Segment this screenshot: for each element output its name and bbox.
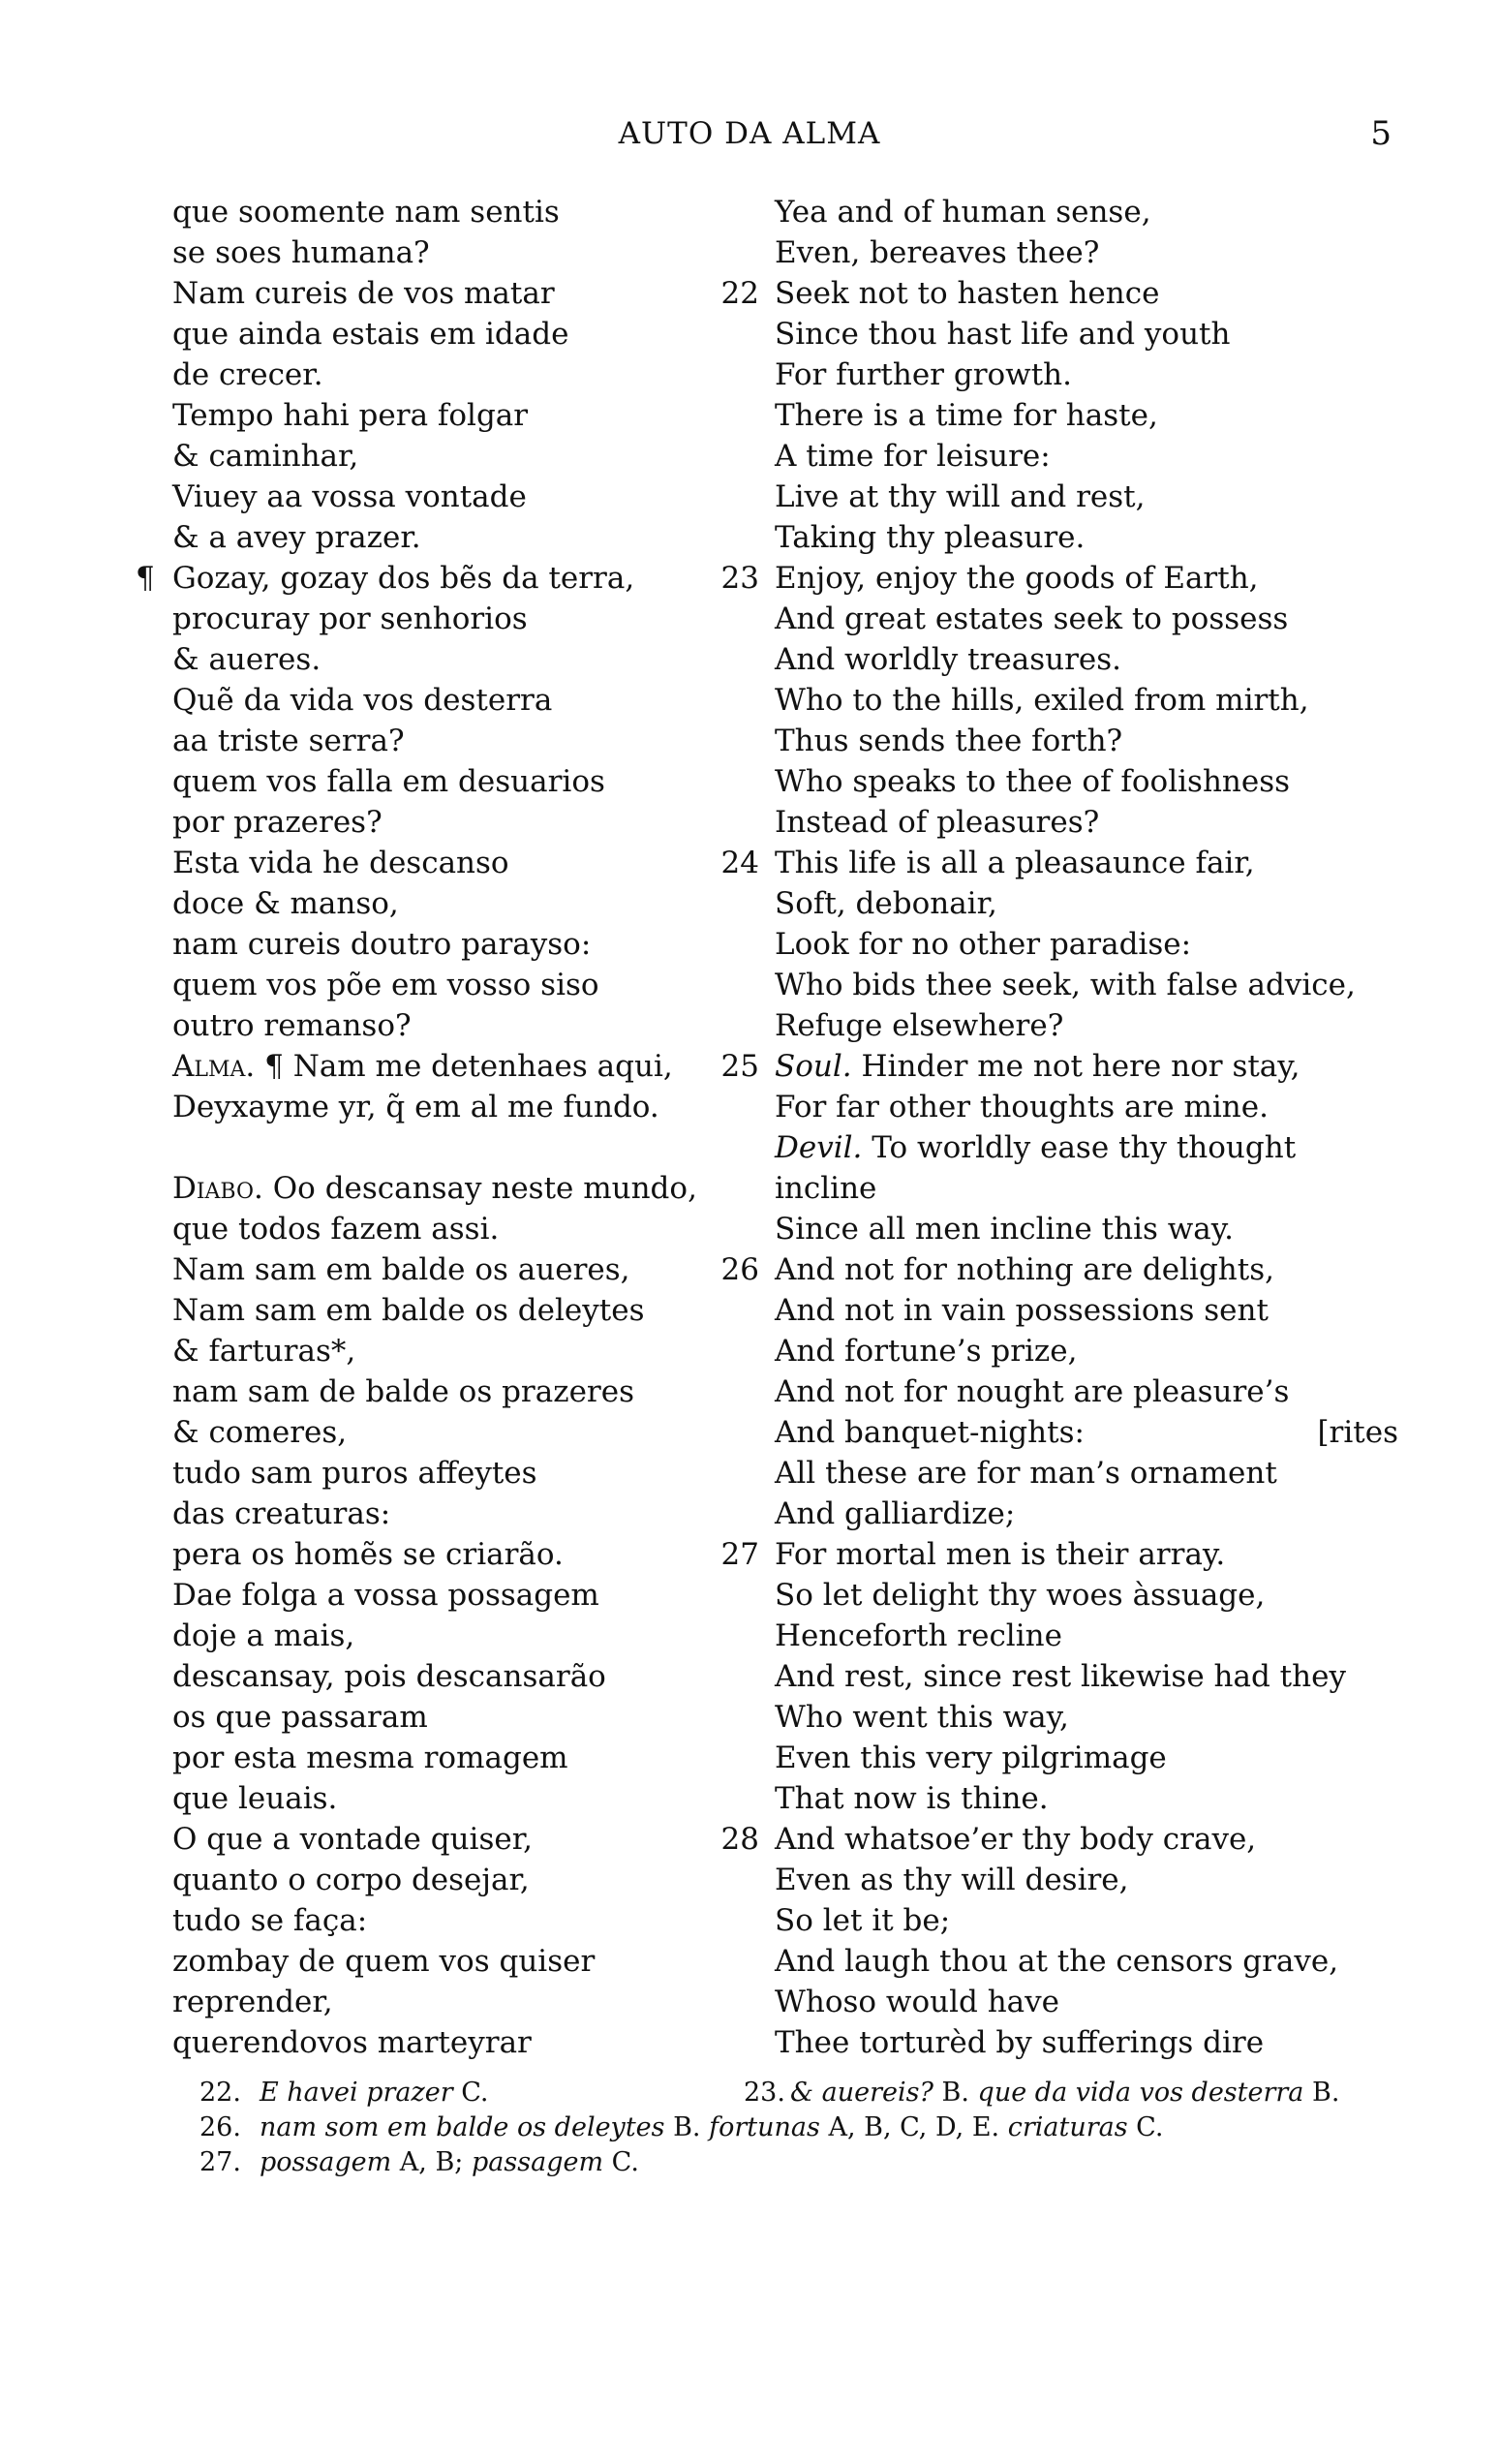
verse-line <box>720 1046 1433 1087</box>
verse-text: quem vos falla em desuarios <box>172 764 605 799</box>
verse-line <box>775 1778 1433 1819</box>
verse-line <box>172 1738 753 1778</box>
verse-line <box>172 1209 753 1249</box>
footnote-second <box>744 2076 1339 2110</box>
verse-line <box>775 1412 1433 1453</box>
verse-line <box>775 192 1433 232</box>
verse-text: And not for nought are pleasure’s <box>775 1374 1290 1409</box>
verse-text: Nam cureis de vos matar <box>172 276 555 311</box>
verse-line <box>172 1453 753 1494</box>
verse-line <box>720 273 1433 314</box>
verse-line <box>775 1982 1433 2022</box>
footnote-row <box>199 2110 1163 2145</box>
verse-line <box>172 761 753 802</box>
manuscript-sigla: B. <box>664 2112 701 2142</box>
verse-text: Nam sam em balde os deleytes <box>172 1293 645 1328</box>
variant-reading: nam som em balde os deleytes <box>260 2112 665 2142</box>
verse-line <box>172 1412 753 1453</box>
verse-text: por prazeres? <box>172 805 382 840</box>
turnover-word: [rites <box>1317 1415 1398 1450</box>
verse-line <box>172 1616 753 1656</box>
verse-line <box>775 232 1433 273</box>
verse-text: Quẽ da vida vos desterra <box>172 683 553 718</box>
verse-text: Enjoy, enjoy the goods of Earth, <box>775 561 1259 596</box>
verse-text: Soft, debonair, <box>775 886 997 921</box>
variant-reading: que da vida vos desterra <box>977 2078 1304 2108</box>
verse-line <box>775 1290 1433 1331</box>
verse-line <box>775 477 1433 517</box>
stanza-number: 22 <box>720 276 759 311</box>
verse-text: Henceforth recline <box>775 1618 1062 1653</box>
footnote-row <box>199 2145 1163 2180</box>
verse-text: Live at thy will and rest, <box>775 479 1146 514</box>
verse-line <box>775 639 1433 680</box>
verse-text: quanto o corpo desejar, <box>172 1863 530 1897</box>
verse-text: & a avey prazer. <box>172 520 421 555</box>
verse-line <box>172 273 753 314</box>
verse-line <box>172 721 753 761</box>
verse-text: de crecer. <box>172 357 323 392</box>
manuscript-sigla: B. <box>1303 2078 1340 2108</box>
manuscript-sigla: A, B, C, D, E. <box>819 2112 1000 2142</box>
verse-line <box>775 1331 1433 1371</box>
verse-line <box>775 1453 1433 1494</box>
verse-line <box>172 436 753 477</box>
verse-text: There is a time for haste, <box>775 398 1158 433</box>
verse-line <box>775 1494 1433 1534</box>
stanza-number: 26 <box>720 1252 759 1287</box>
verse-line <box>172 843 753 883</box>
verse-line <box>775 1860 1433 1900</box>
verse-line <box>775 680 1433 721</box>
verse-text: And fortune’s prize, <box>775 1334 1078 1369</box>
stanza-number: 28 <box>720 1822 759 1857</box>
verse-text: os que passaram <box>172 1700 428 1735</box>
verse-line <box>775 1005 1433 1046</box>
verse-line <box>775 721 1433 761</box>
verse-line <box>172 639 753 680</box>
verse-line <box>172 1290 753 1331</box>
verse-text: & caminhar, <box>172 439 359 474</box>
verse-line <box>775 1168 1433 1209</box>
verse-text: procuray por senhorios <box>172 601 528 636</box>
verse-text: And not in vain possessions sent <box>775 1293 1269 1328</box>
verse-text: And worldly treasures. <box>775 642 1122 677</box>
verse-line <box>720 843 1433 883</box>
verse-line <box>172 1941 753 1982</box>
verse-text: This life is all a pleasaunce fair, <box>775 846 1255 880</box>
verse-text: And not for nothing are delights, <box>775 1252 1274 1287</box>
verse-line <box>775 599 1433 639</box>
verse-text: & farturas*, <box>172 1334 356 1369</box>
verse-text: For far other thoughts are mine. <box>775 1090 1269 1124</box>
verse-text: And rest, since rest likewise had they <box>775 1659 1346 1694</box>
verse-text: O que a vontade quiser, <box>172 1822 533 1857</box>
verse-text: doce & manso, <box>172 886 399 921</box>
stanza-number: 24 <box>720 846 759 880</box>
verse-line <box>775 1697 1433 1738</box>
verse-text: reprender, <box>172 1985 333 2019</box>
verse-line <box>775 395 1433 436</box>
verse-text: Who speaks to thee of foolishness <box>775 764 1291 799</box>
verse-text: aa triste serra? <box>172 724 405 758</box>
verse-text: pera os homẽs se criarão. <box>172 1537 564 1572</box>
variant-reading: fortunas <box>709 2112 820 2142</box>
footnote-number: 23. <box>744 2078 785 2108</box>
verse-line <box>720 1819 1433 1860</box>
verse-text: que soomente nam sentis <box>172 195 560 230</box>
verse-text: & comeres, <box>172 1415 348 1450</box>
verse-text: To worldly ease thy thought <box>862 1130 1297 1165</box>
verse-text: Refuge elsewhere? <box>775 1008 1064 1043</box>
verse-text: quem vos põe em vosso siso <box>172 968 599 1002</box>
verse-line <box>775 1616 1433 1656</box>
footnote-number: 26. <box>199 2112 241 2142</box>
speaker-name: Alma. <box>172 1049 256 1084</box>
verse-line <box>172 1534 753 1575</box>
verse-text: Even as thy will desire, <box>775 1863 1129 1897</box>
verse-line <box>172 1900 753 1941</box>
verse-line <box>172 1046 753 1087</box>
verse-text: que leuais. <box>172 1781 338 1816</box>
verse-line <box>172 395 753 436</box>
verse-text: por esta mesma romagem <box>172 1740 568 1775</box>
verse-line <box>172 1819 753 1860</box>
verse-text: ¶ Nam me detenhaes aqui, <box>255 1049 673 1084</box>
verse-line <box>775 883 1433 924</box>
verse-text: Yea and of human sense, <box>775 195 1151 230</box>
verse-line <box>775 1900 1433 1941</box>
verse-text: Tempo hahi pera folgar <box>172 398 529 433</box>
verse-text: Deyxayme yr, q̃ em al me fundo. <box>172 1090 659 1124</box>
verse-text: incline <box>775 1171 877 1206</box>
verse-line <box>172 1005 753 1046</box>
verse-text: So let it be; <box>775 1903 951 1938</box>
verse-line <box>172 1168 753 1209</box>
verse-text: Viuey aa vossa vontade <box>172 479 527 514</box>
manuscript-sigla: C. <box>452 2078 489 2108</box>
verse-line <box>720 558 1433 599</box>
variant-reading: E havei prazer <box>260 2078 453 2108</box>
verse-text: que ainda estais em idade <box>172 317 569 352</box>
verse-text: Seek not to hasten hence <box>775 276 1160 311</box>
verse-text: tudo se faça: <box>172 1903 368 1938</box>
verse-text: Esta vida he descanso <box>172 846 509 880</box>
verse-text: tudo sam puros affeytes <box>172 1456 537 1491</box>
variant-reading: possagem <box>260 2147 392 2177</box>
speaker-name: Soul. <box>775 1049 852 1084</box>
verse-line <box>172 802 753 843</box>
verse-text: Even this very pilgrimage <box>775 1740 1167 1775</box>
verse-line <box>775 314 1433 354</box>
verse-text: se soes humana? <box>172 235 430 270</box>
verse-text: And galliardize; <box>775 1496 1016 1531</box>
verse-text: nam sam de balde os prazeres <box>172 1374 634 1409</box>
verse-text: Dae folga a vossa possagem <box>172 1578 599 1613</box>
verse-line <box>775 517 1433 558</box>
verse-text: das creaturas: <box>172 1496 391 1531</box>
verse-text: And whatsoe’er thy body crave, <box>775 1822 1257 1857</box>
stanza-gap <box>172 1127 753 1168</box>
footnotes <box>199 2076 1340 2180</box>
verse-line <box>720 1534 1433 1575</box>
verse-line <box>172 517 753 558</box>
verse-text: Thus sends thee forth? <box>775 724 1123 758</box>
verse-line <box>172 232 753 273</box>
verse-line <box>172 354 753 395</box>
stanza-number: 25 <box>720 1049 759 1084</box>
verse-line <box>172 1656 753 1697</box>
verse-text: nam cureis doutro parayso: <box>172 927 592 962</box>
speaker-name: Devil. <box>775 1130 863 1165</box>
verse-line <box>775 1575 1433 1616</box>
stanza-number: 23 <box>720 561 759 596</box>
verse-line <box>720 1249 1433 1290</box>
verse-line <box>172 1331 753 1371</box>
verse-text: Who to the hills, exiled from mirth, <box>775 683 1309 718</box>
stanza-number: 27 <box>720 1537 759 1572</box>
footnote-continuation <box>701 2112 1164 2142</box>
manuscript-sigla: C. <box>603 2147 639 2177</box>
verse-text: For mortal men is their array. <box>775 1537 1226 1572</box>
verse-text: So let delight thy woes àssuage, <box>775 1578 1266 1613</box>
verse-text: descansay, pois descansarão <box>172 1659 606 1694</box>
verse-line <box>172 477 753 517</box>
verse-text: Instead of pleasures? <box>775 805 1100 840</box>
verse-line <box>775 436 1433 477</box>
variant-reading: passagem <box>472 2147 604 2177</box>
verse-line <box>172 1494 753 1534</box>
verse-line <box>172 192 753 232</box>
verse-line <box>172 314 753 354</box>
verse-line <box>172 883 753 924</box>
verse-line <box>775 1941 1433 1982</box>
english-translation-column <box>720 192 1433 2063</box>
verse-line <box>775 802 1433 843</box>
verse-line <box>172 1371 753 1412</box>
variant-reading: & auereis? <box>790 2078 933 2108</box>
verse-text: All these are for man’s ornament <box>775 1456 1277 1491</box>
verse-text: & aueres. <box>172 642 321 677</box>
verse-text: zombay de quem vos quiser <box>172 1944 596 1979</box>
verse-text: Who bids thee seek, with false advice, <box>775 968 1356 1002</box>
verse-line <box>136 558 753 599</box>
manuscript-sigla: B. <box>933 2078 969 2108</box>
verse-line <box>775 1209 1433 1249</box>
verse-text: querendovos marteyrar <box>172 2025 532 2060</box>
pilcrow-mark: ¶ <box>136 561 155 596</box>
verse-text: Gozay, gozay dos bẽs da terra, <box>172 561 635 596</box>
verse-text: Oo descansay neste mundo, <box>262 1171 697 1206</box>
verse-text: For further growth. <box>775 357 1072 392</box>
verse-text: Even, bereaves thee? <box>775 235 1100 270</box>
running-title: AUTO DA ALMA <box>618 116 881 151</box>
verse-text: Hinder me not here nor stay, <box>851 1049 1300 1084</box>
verse-line <box>172 680 753 721</box>
manuscript-sigla: C. <box>1127 2112 1164 2142</box>
verse-line <box>172 1860 753 1900</box>
verse-line <box>775 965 1433 1005</box>
verse-text: Taking thy pleasure. <box>775 520 1086 555</box>
verse-line <box>775 1127 1433 1168</box>
verse-line <box>775 1087 1433 1127</box>
verse-line <box>172 1575 753 1616</box>
verse-line <box>172 924 753 965</box>
verse-line <box>775 924 1433 965</box>
manuscript-sigla: A, B; <box>391 2147 464 2177</box>
verse-text: Who went this way, <box>775 1700 1069 1735</box>
verse-line <box>775 1656 1433 1697</box>
page-number: 5 <box>1370 114 1392 153</box>
verse-text: And great estates seek to possess <box>775 601 1289 636</box>
verse-line <box>172 2022 753 2063</box>
verse-line <box>775 354 1433 395</box>
verse-line <box>775 761 1433 802</box>
verse-line <box>775 2022 1433 2063</box>
verse-line <box>775 1738 1433 1778</box>
footnote-number: 27. <box>199 2147 241 2177</box>
verse-line <box>172 1778 753 1819</box>
footnote-number: 22. <box>199 2078 241 2108</box>
verse-text: Thee torturèd by sufferings dire <box>775 2025 1265 2060</box>
verse-text: Since all men incline this way. <box>775 1212 1235 1247</box>
verse-line <box>172 599 753 639</box>
verse-text: Whoso would have <box>775 1985 1060 2019</box>
verse-line <box>172 1087 753 1127</box>
verse-text: And laugh thou at the censors grave, <box>775 1944 1339 1979</box>
verse-text: Nam sam em balde os aueres, <box>172 1252 630 1287</box>
verse-text: doje a mais, <box>172 1618 355 1653</box>
verse-line <box>775 1371 1433 1412</box>
verse-text: Since thou hast life and youth <box>775 317 1231 352</box>
verse-text: That now is thine. <box>775 1781 1049 1816</box>
variant-reading: criaturas <box>1007 2112 1128 2142</box>
verse-line <box>172 1982 753 2022</box>
speaker-name: Diabo. <box>172 1171 263 1206</box>
verse-text: A time for leisure: <box>775 439 1051 474</box>
verse-line <box>172 965 753 1005</box>
verse-text: And banquet-nights: <box>775 1415 1085 1450</box>
verse-text: que todos fazem assi. <box>172 1212 500 1247</box>
verse-text: outro remanso? <box>172 1008 412 1043</box>
footnote-continuation <box>463 2147 639 2177</box>
verse-text: Look for no other paradise: <box>775 927 1192 962</box>
verse-line <box>172 1697 753 1738</box>
portuguese-verse-column <box>136 192 753 2063</box>
footnote-row <box>199 2076 1340 2110</box>
verse-line <box>172 1249 753 1290</box>
